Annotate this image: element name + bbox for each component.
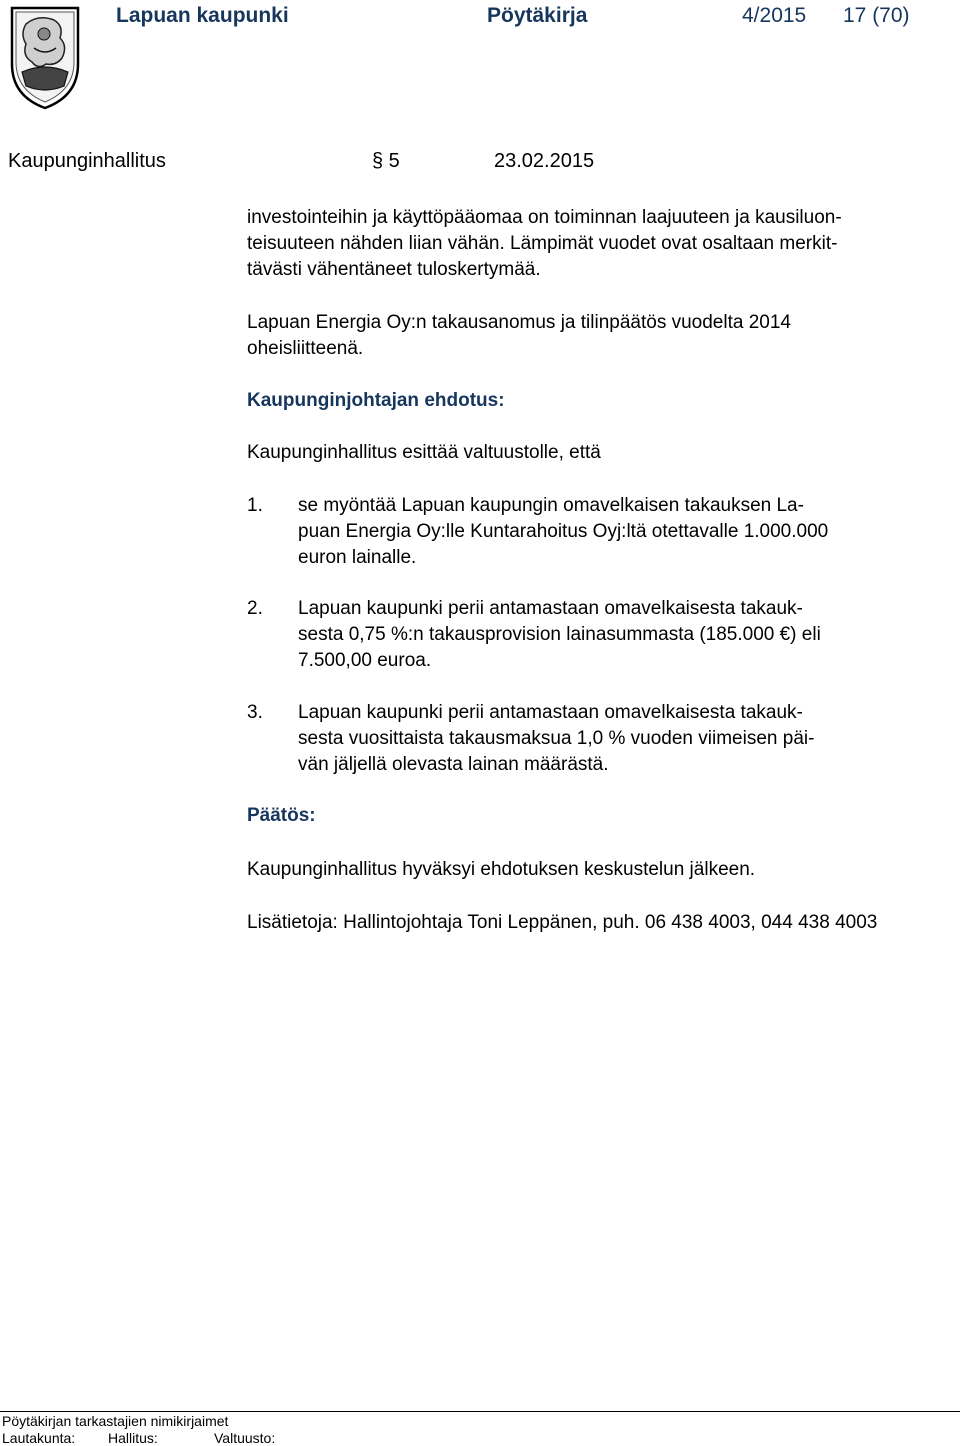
proposal-heading: Kaupunginjohtajan ehdotus: — [247, 390, 505, 411]
item-2-text — [298, 596, 821, 674]
text-line: euron lainalle. — [298, 547, 417, 568]
organization-name: Lapuan kaupunki — [116, 4, 289, 27]
footer-valtuusto: Valtuusto: — [214, 1430, 276, 1446]
signatures-title: Pöytäkirjan tarkastajien nimikirjaimet — [2, 1413, 229, 1429]
text-line: investointeihin ja käyttöpääomaa on toiminnan laajuuteen ja kausiluon- — [247, 207, 842, 228]
item-2-number: 2. — [247, 598, 263, 619]
contact-info: Lisätietoja: Hallintojohtaja Toni Leppänen, puh. 06 438 4003, 044 438 4003 — [247, 912, 878, 933]
footer-divider — [0, 1411, 960, 1412]
page-number: 17 (70) — [843, 4, 910, 27]
section-number: § 5 — [372, 150, 400, 172]
text-line: Lapuan kaupunki perii antamastaan omavelkaisesta takauk- — [298, 702, 803, 723]
footer-lautakunta: Lautakunta: — [2, 1430, 76, 1446]
text-line: Lapuan kaupunki perii antamastaan omavelkaisesta takauk- — [298, 598, 803, 619]
item-3-text — [298, 700, 814, 778]
attachment-paragraph — [247, 310, 791, 362]
body-name: Kaupunginhallitus — [8, 150, 166, 172]
text-line: oheisliitteenä. — [247, 338, 364, 359]
footer-hallitus: Hallitus: — [108, 1430, 158, 1446]
text-line: sesta vuosittaista takausmaksua 1,0 % vuoden viimeisen päi- — [298, 728, 815, 749]
text-line: Lapuan Energia Oy:n takausanomus ja tilinpäätös vuodelta 2014 — [247, 312, 791, 333]
text-line: tävästi vähentäneet tuloskertymää. — [247, 259, 541, 280]
text-line: 7.500,00 euroa. — [298, 650, 432, 671]
document-number: 4/2015 — [742, 4, 807, 27]
text-line: sesta 0,75 %:n takausprovision lainasummasta (185.000 €) eli — [298, 624, 821, 645]
intro-paragraph — [247, 205, 842, 283]
text-line: teisuuteen nähden liian vähän. Lämpimät vuodet ovat osaltaan merkit- — [247, 233, 838, 254]
decision-heading: Päätös: — [247, 805, 316, 826]
text-line: se myöntää Lapuan kaupungin omavelkaisen takauksen La- — [298, 495, 804, 516]
meeting-date: 23.02.2015 — [494, 150, 595, 172]
text-line: puan Energia Oy:lle Kuntarahoitus Oyj:ltä otettavalle 1.000.000 — [298, 521, 829, 542]
decision-text: Kaupunginhallitus hyväksyi ehdotuksen keskustelun jälkeen. — [247, 859, 756, 880]
document-type: Pöytäkirja — [487, 4, 588, 27]
item-1-text — [298, 493, 828, 571]
item-1-number: 1. — [247, 495, 263, 516]
text-line: vän jäljellä olevasta lainan määrästä. — [298, 754, 609, 775]
proposal-lead: Kaupunginhallitus esittää valtuustolle, että — [247, 442, 601, 463]
coat-of-arms-logo — [8, 4, 82, 112]
item-3-number: 3. — [247, 702, 263, 723]
